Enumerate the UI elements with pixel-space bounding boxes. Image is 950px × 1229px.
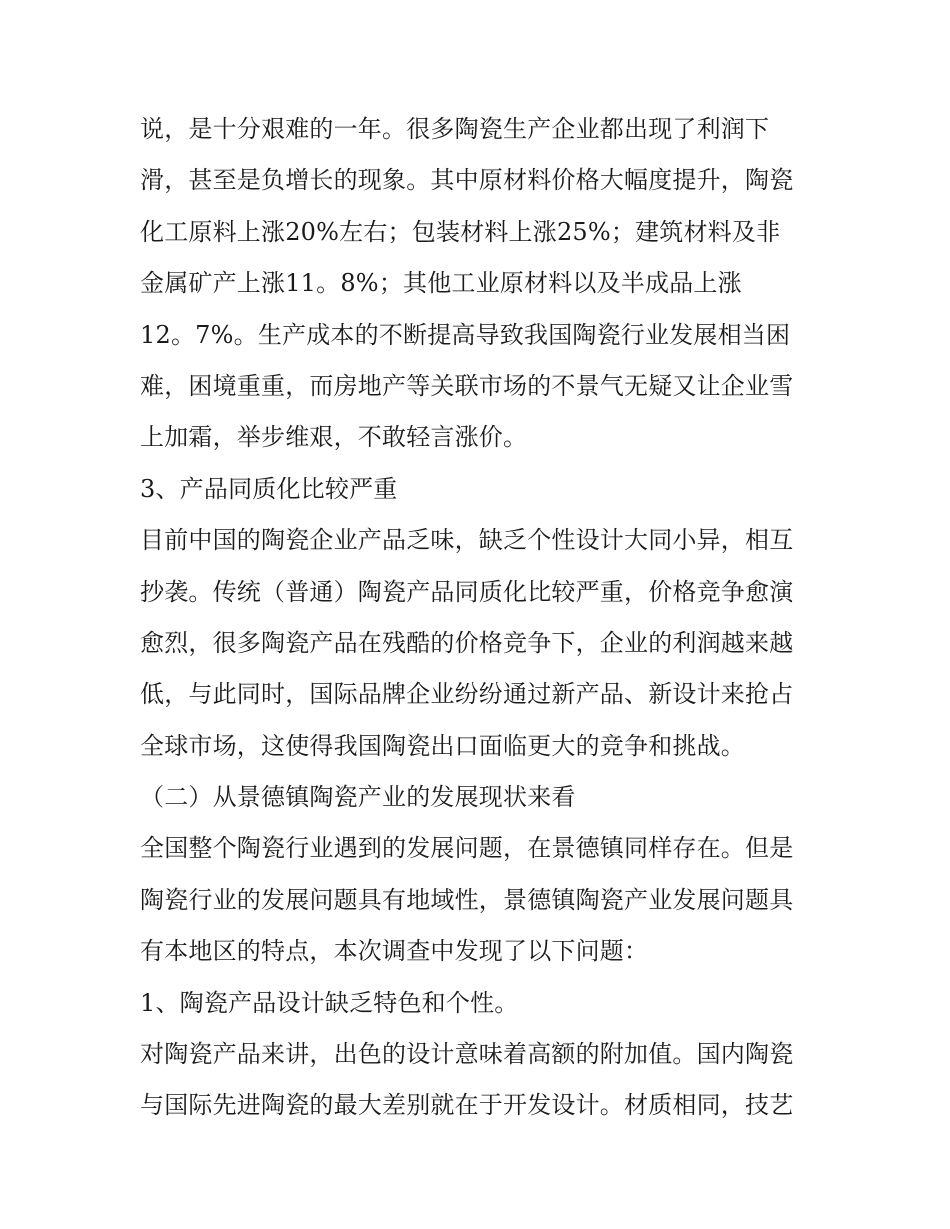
- text-line: 12。7%。生产成本的不断提高导致我国陶瓷行业发展相当困: [140, 320, 791, 349]
- section-heading: 1、陶瓷产品设计缺乏特色和个性。: [140, 988, 519, 1017]
- section-heading: （二）从景德镇陶瓷产业的发展现状来看: [140, 783, 576, 812]
- text-line: 金属矿产上涨11。8%；其他工业原材料以及半成品上涨: [140, 269, 742, 298]
- text-line: 滑，甚至是负增长的现象。其中原材料价格大幅度提升，陶瓷: [140, 166, 794, 195]
- text-line: 全国整个陶瓷行业遇到的发展问题，在景德镇同样存在。但是: [140, 834, 794, 863]
- text-line: 与国际先进陶瓷的最大差别就在于开发设计。材质相同，技艺: [140, 1091, 794, 1120]
- text-line: 陶瓷行业的发展问题具有地域性，景德镇陶瓷产业发展问题具: [140, 885, 794, 914]
- text-line: 抄袭。传统（普通）陶瓷产品同质化比较严重，价格竞争愈演: [140, 577, 794, 606]
- text-line: 有本地区的特点，本次调查中发现了以下问题：: [140, 937, 649, 966]
- text-line: 难，困境重重，而房地产等关联市场的不景气无疑又让企业雪: [140, 371, 794, 400]
- text-line: 愈烈，很多陶瓷产品在残酷的价格竞争下，企业的利润越来越: [140, 628, 794, 657]
- text-line: 化工原料上涨20%左右；包装材料上涨25%；建筑材料及非: [140, 217, 781, 246]
- text-line: 低，与此同时，国际品牌企业纷纷通过新产品、新设计来抢占: [140, 680, 794, 709]
- text-line: 对陶瓷产品来讲，出色的设计意味着高额的附加值。国内陶瓷: [140, 1040, 794, 1069]
- text-line: 说，是十分艰难的一年。很多陶瓷生产企业都出现了利润下: [140, 115, 770, 143]
- text-line: 全球市场，这使得我国陶瓷出口面临更大的竞争和挑战。: [140, 731, 745, 760]
- text-line: 上加霜，举步维艰，不敢轻言涨价。: [140, 423, 528, 452]
- text-line: 目前中国的陶瓷企业产品乏味，缺乏个性设计大同小异，相互: [140, 526, 794, 555]
- section-heading: 3、产品同质化比较严重: [140, 474, 398, 503]
- document-body: [140, 104, 815, 1132]
